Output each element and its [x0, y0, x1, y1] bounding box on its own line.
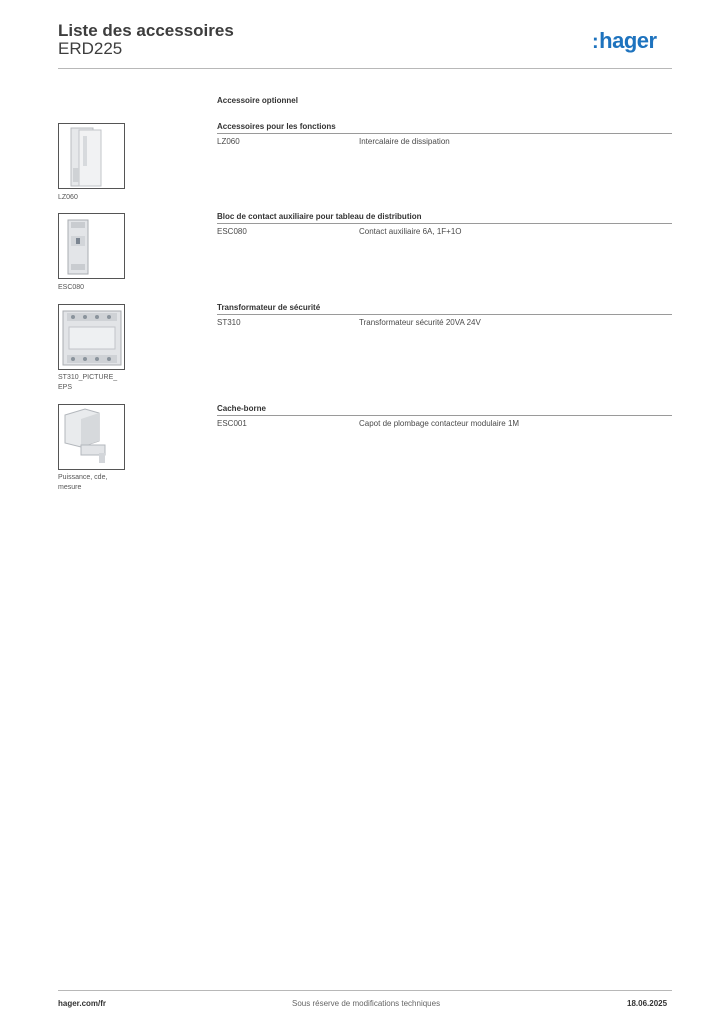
table-row[interactable] — [217, 134, 672, 148]
table-row[interactable] — [217, 416, 672, 430]
product-image-esc001[interactable] — [58, 404, 125, 470]
logo-text: hager — [599, 28, 657, 53]
image-caption: LZ060 — [58, 194, 78, 201]
item-description: Capot de plombage contacteur modulaire 1M — [359, 419, 520, 428]
item-description: Intercalaire de dissipation — [359, 137, 450, 146]
caption-line: ST310_PICTURE_ — [58, 374, 118, 381]
table-row[interactable] — [217, 315, 672, 329]
image-caption — [58, 473, 128, 493]
section-title: Accessoire optionnel — [217, 96, 298, 105]
image-caption: ESC080 — [58, 284, 85, 291]
product-reference: ERD225 — [58, 39, 123, 58]
accessory-group-transformer — [217, 303, 672, 329]
group-heading: Bloc de contact auxiliaire pour tableau de distribution — [217, 212, 672, 224]
group-heading: Accessoires pour les fonctions — [217, 122, 672, 134]
product-image-lz060[interactable] — [58, 123, 125, 189]
item-reference: ESC080 — [217, 227, 247, 236]
item-description: Contact auxiliaire 6A, 1F+1O — [359, 227, 462, 236]
item-description: Transformateur sécurité 20VA 24V — [359, 318, 481, 327]
image-caption — [58, 373, 128, 393]
hager-logo[interactable] — [592, 28, 657, 54]
item-reference: ESC001 — [217, 419, 247, 428]
header-divider — [58, 68, 672, 69]
item-reference: ST310 — [217, 318, 241, 327]
footer-website-link[interactable]: hager.com/fr — [58, 999, 107, 1008]
table-row[interactable] — [217, 224, 672, 238]
page-title: Liste des accessoires — [58, 21, 234, 40]
item-reference: LZ060 — [217, 137, 240, 146]
product-image-esc080[interactable] — [58, 213, 125, 279]
accessory-group-aux-contact — [217, 212, 672, 238]
group-heading: Cache-borne — [217, 404, 672, 416]
accessory-group-functions — [217, 122, 672, 148]
logo-colon: : — [592, 31, 599, 53]
group-heading: Transformateur de sécurité — [217, 303, 672, 315]
caption-line: EPS — [58, 384, 73, 391]
accessory-group-terminal-cover — [217, 404, 672, 430]
caption-line: mesure — [58, 484, 82, 491]
footer-notice: Sous réserve de modifications techniques — [292, 999, 441, 1008]
footer-divider — [58, 990, 672, 991]
footer-date: 18.06.2025 — [627, 999, 668, 1008]
product-image-st310[interactable] — [58, 304, 125, 370]
caption-line: Puissance, cde, — [58, 474, 108, 481]
